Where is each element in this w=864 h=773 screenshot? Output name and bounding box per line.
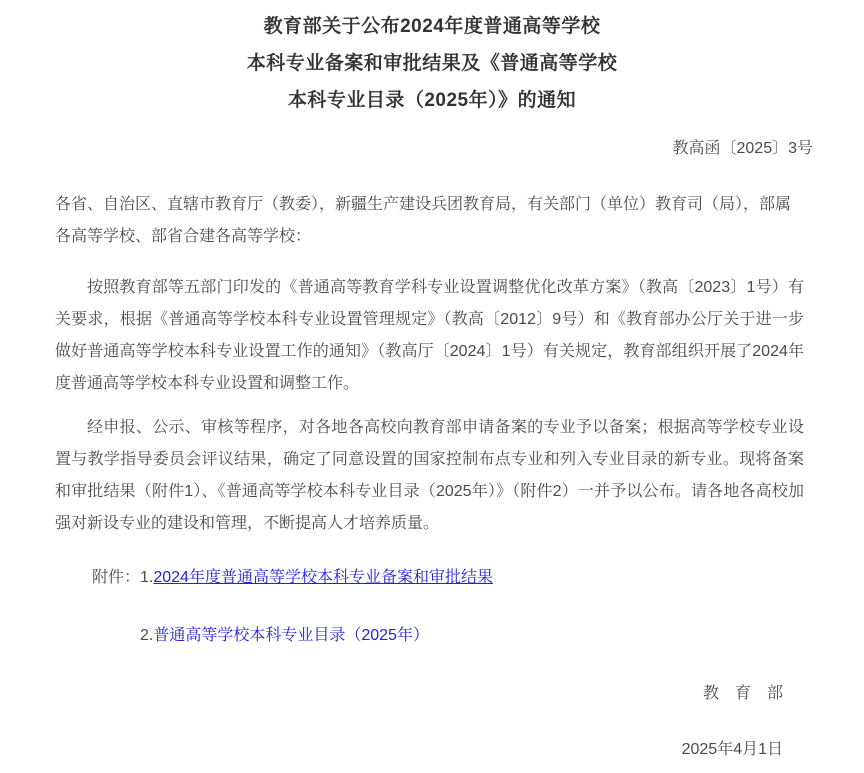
notice-title-line: 教育部关于公布2024年度普通高等学校 xyxy=(263,16,601,37)
body-paragraph-2: 经申报、公示、审核等程序，对各地各高校向教育部申请备案的专业予以备案；根据高等学校专业设置与教学指导委员会评议结果，确定了同意设置的国家控制布点专业和列入专业目录的新专业。现将备案和审批结果（附件1）、《普通高等学校本科专业目录（2025年）》（附件2）一并予以公布。请各地各高校加强对新设专业的建设和管理，不断提高人才培养质量。 xyxy=(55,419,804,532)
attachment-2-link[interactable]: 普通高等学校本科专业目录（2025年） xyxy=(153,627,429,644)
document-number: 教高函〔2025〕3号 xyxy=(672,140,813,157)
issuer-signature: 教 育 部 xyxy=(702,685,783,702)
notice-title xyxy=(0,0,864,119)
attachment-2-number: 2. xyxy=(140,627,154,644)
notice-title-line: 本科专业备案和审批结果及《普通高等学校 xyxy=(246,53,618,74)
body-paragraph-1: 按照教育部等五部门印发的《普通高等教育学科专业设置调整优化改革方案》（教高〔2023〕1号）有关要求，根据《普通高等学校本科专业设置管理规定》（教高〔2012〕9号）和《教育部办公厅关于进一步做好普通高等学校本科专业设置工作的通知》（教高厅〔2024〕1号）有关规定，教育部组织开展了2024年度普通高等学校本科专业设置和调整工作。 xyxy=(55,279,804,392)
issue-date: 2025年4月1日 xyxy=(681,741,783,758)
attachment-1-number: 1. xyxy=(140,569,154,586)
attachment-1-link[interactable]: 2024年度普通高等学校本科专业备案和审批结果 xyxy=(153,569,493,586)
attachment-row-2 xyxy=(55,620,804,652)
attachments-label: 附件： xyxy=(92,569,141,586)
salutation: 各省、自治区、直辖市教育厅（教委），新疆生产建设兵团教育局，有关部门（单位）教育司（局），部属各高等学校、部省合建各高等学校： xyxy=(55,196,792,245)
notice-title-line: 本科专业目录（2025年）》的通知 xyxy=(287,90,577,111)
attachment-row-1 xyxy=(55,562,804,594)
